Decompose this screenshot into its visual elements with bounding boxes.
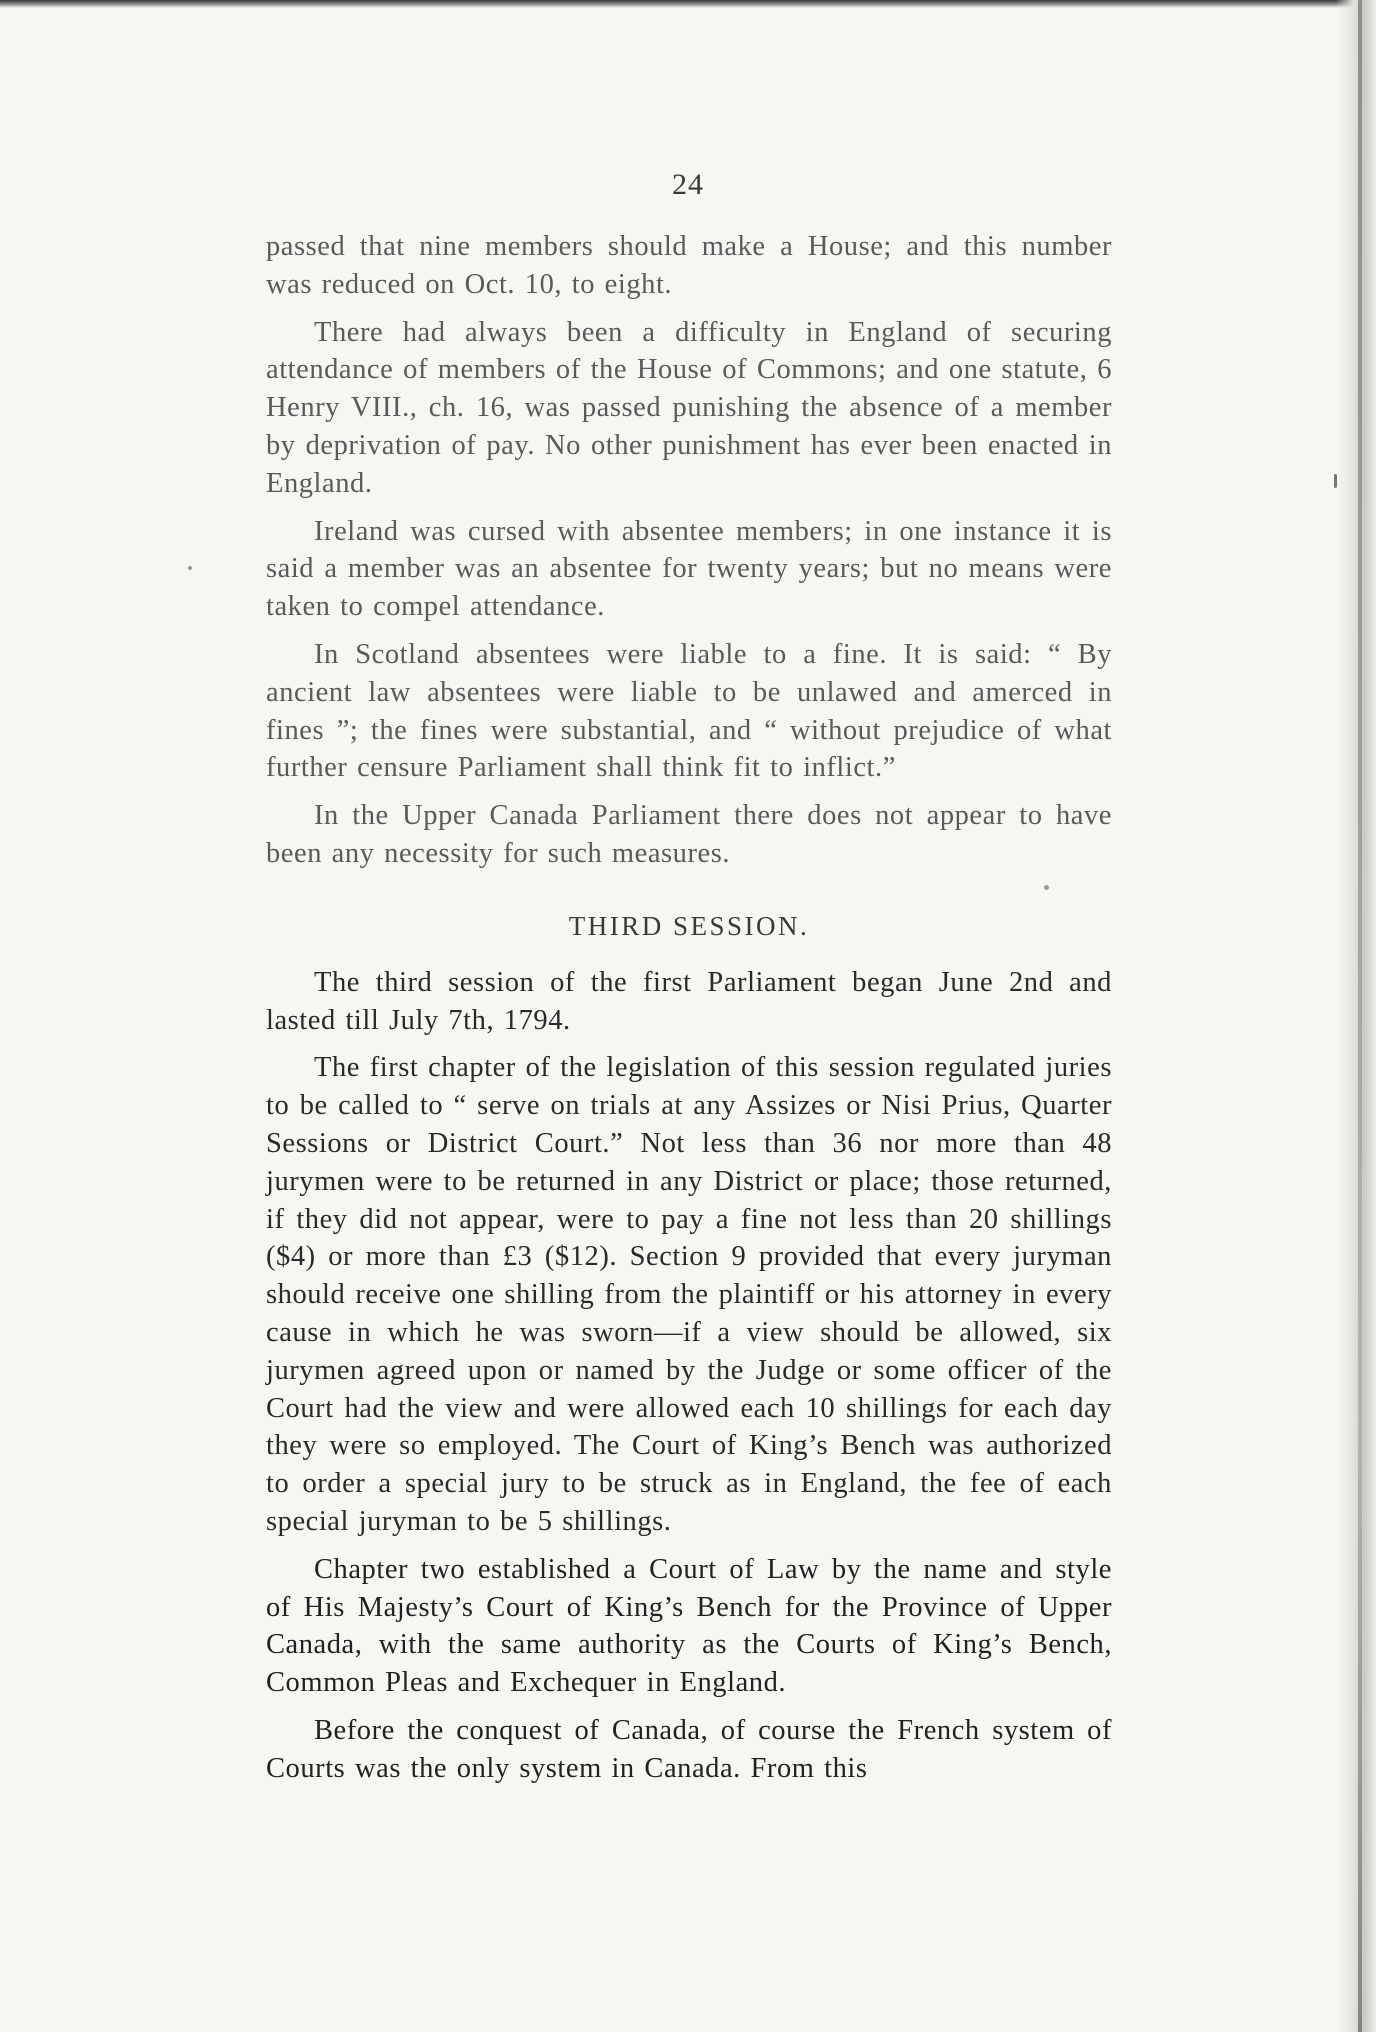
paragraph: Before the conquest of Canada, of course the French system of Courts was the only system in Canada. From this [266,1714,1112,1784]
paragraph: The third session of the first Parliament began June 2nd and lasted till July 7th, 1794. [266,966,1112,1036]
page-binding-line [1358,0,1362,2032]
page-right-edge-shadow [1336,0,1376,2032]
paragraph: The first chapter of the legislation of this session regulated juries to be called to “ serve on trials at any Assizes or Nisi Prius, Quarter Sessions or District Court.” Not less than 36 nor more than 48 jurymen were to be returned in any District or place; those returned, if they did not appear, were to pay a fine not less than 20 shillings ($4) or more than £3 ($12). Section 9 provided that every juryman should receive one shilling from the plaintiff or his attorney in every cause in which he was sworn—if a view should be allowed, six jurymen agreed upon or named by the Judge or some officer of the Court had the view and were allowed each 10 shillings for each day they were so employed. The Court of King’s Bench was authorized to order a special jury to be struck as in England, the fee of each special juryman to be 5 shillings. [266,1052,1112,1537]
scan-speck [1334,474,1337,488]
page-top-edge-shadow [0,0,1376,8]
paragraph: There had always been a difficulty in England of securing attendance of members of the House of Commons; and one statute, 6 Henry VIII., ch. 16, was passed punishing the absence of a member by deprivation of pay. No other punishment has ever been enacted in England. [266,316,1112,499]
paragraph: Ireland was cursed with absentee members; in one instance it is said a member was an absentee for twenty years; but no means were taken to compel attendance. [266,515,1112,623]
scan-speck [188,566,192,570]
page-number: 24 [672,168,704,201]
paragraph: In the Upper Canada Parliament there does not appear to have been any necessity for such measures. [266,800,1112,869]
section-heading: THIRD SESSION. [568,910,810,941]
body-text [266,228,1112,1797]
paragraph: In Scotland absentees were liable to a fine. It is said: “ By ancient law absentees were liable to be unlawed and amerced in fines ”; the fines were substantial, and “ without prejudice of what further censure Parliament shall think fit to inflict.” [266,638,1112,784]
paragraph: Chapter two established a Court of Law by the name and style of His Majesty’s Court of King’s Bench for the Province of Upper Canada, with the same authority as the Courts of King’s Bench, Common Pleas and Exchequer in England. [266,1553,1112,1699]
paragraph: passed that nine members should make a House; and this number was reduced on Oct. 10, to eight. [266,231,1112,300]
